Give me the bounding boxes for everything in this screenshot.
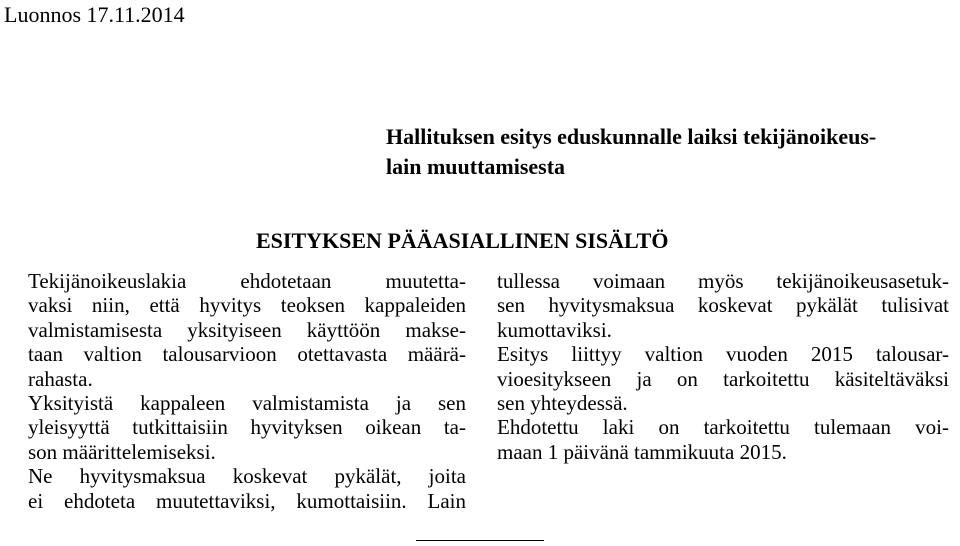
text-line: Tekijänoikeuslakia ehdotetaan muutetta- <box>28 269 466 293</box>
left-text-column <box>28 269 466 513</box>
text-line: vioesitykseen ja on tarkoitettu käsiteltäväksi <box>497 366 949 391</box>
draft-date-label: Luonnos 17.11.2014 <box>4 2 185 27</box>
text-line: maan 1 päivänä tammikuuta 2015. <box>497 439 787 464</box>
text-line: sen hyvitysmaksua koskevat pykälät tulisivat <box>497 293 949 318</box>
text-line: son määrittelemiseksi. <box>28 439 216 464</box>
text-line: sen yhteydessä. <box>497 391 628 416</box>
text-line: Esitys liittyy valtion vuoden 2015 talousar- <box>497 342 949 367</box>
document-title-line: lain muuttamisesta <box>386 154 566 179</box>
text-line: yleisyyttä tutkittaisiin hyvityksen oikean ta- <box>28 415 466 440</box>
text-line: rahasta. <box>28 366 93 391</box>
document-title <box>386 122 946 182</box>
text-line: tullessa voimaan myös tekijänoikeusasetuk- <box>497 269 949 293</box>
text-line: vaksi niin, että hyvitys teoksen kappaleiden <box>28 293 466 318</box>
text-line: Yksityistä kappaleen valmistamista ja sen <box>28 391 466 416</box>
text-line: valmistamisesta yksityiseen käyttöön makse- <box>28 317 466 342</box>
text-line: Ne hyvitysmaksua koskevat pykälät, joita <box>28 464 466 489</box>
document-title-line: Hallituksen esitys eduskunnalle laiksi tekijänoikeus- <box>386 124 877 149</box>
section-end-rule <box>416 540 544 541</box>
section-heading: ESITYKSEN PÄÄASIALLINEN SISÄLTÖ <box>256 228 669 253</box>
right-text-column <box>497 269 949 464</box>
text-line: Ehdotettu laki on tarkoitettu tulemaan voi- <box>497 415 949 440</box>
text-line: taan valtion talousarvioon otettavasta määrä- <box>28 342 466 367</box>
text-line: kumottaviksi. <box>497 317 612 342</box>
text-line: ei ehdoteta muutettaviksi, kumottaisiin. Lain <box>28 488 466 513</box>
